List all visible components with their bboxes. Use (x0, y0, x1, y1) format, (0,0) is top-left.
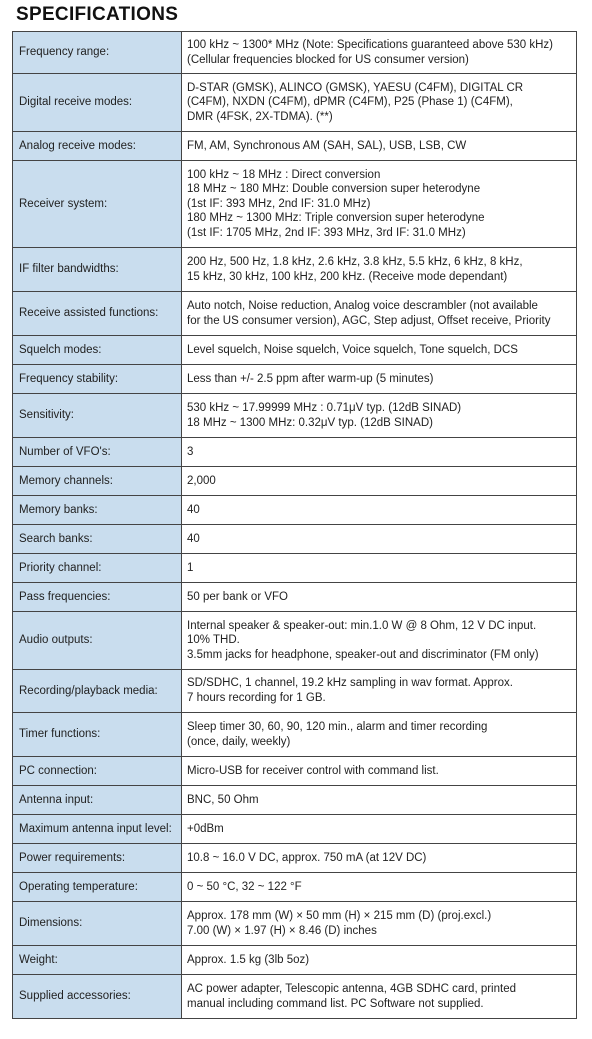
spec-value-line: 1 (187, 561, 194, 574)
spec-row (13, 467, 577, 496)
spec-row (13, 248, 577, 292)
spec-row (13, 946, 577, 975)
spec-label: Priority channel: (13, 554, 182, 583)
spec-value-line: Approx. 1.5 kg (3lb 5oz) (187, 953, 310, 966)
spec-label: Frequency range: (13, 32, 182, 74)
spec-label: Search banks: (13, 525, 182, 554)
spec-row (13, 844, 577, 873)
spec-row (13, 713, 577, 757)
spec-value-line: 200 Hz, 500 Hz, 1.8 kHz, 2.6 kHz, 3.8 kHz, 5.5 kHz, 6 kHz, 8 kHz, (187, 255, 523, 268)
spec-value-line: 10% THD. (187, 634, 240, 647)
spec-value (182, 612, 577, 670)
spec-row (13, 336, 577, 365)
spec-label: Pass frequencies: (13, 583, 182, 612)
spec-value (182, 438, 577, 467)
spec-value (182, 365, 577, 394)
spec-value-line: 40 (187, 503, 200, 516)
spec-value (182, 248, 577, 292)
spec-row (13, 132, 577, 161)
spec-label: Receiver system: (13, 161, 182, 248)
spec-value-line: 530 kHz ~ 17.99999 MHz : 0.71μV typ. (12dB SINAD) (187, 401, 462, 414)
spec-row (13, 292, 577, 336)
spec-value (182, 292, 577, 336)
spec-row (13, 757, 577, 786)
spec-value-line: 0 ~ 50 °C, 32 ~ 122 °F (187, 880, 302, 893)
spec-value-line: Sleep timer 30, 60, 90, 120 min., alarm and timer recording (187, 720, 488, 733)
spec-value (182, 525, 577, 554)
spec-value-line: AC power adapter, Telescopic antenna, 4GB SDHC card, printed (187, 982, 516, 995)
specifications-table (12, 31, 577, 1019)
spec-value-line: (1st IF: 393 MHz, 2nd IF: 31.0 MHz) (187, 197, 371, 210)
spec-label: Supplied accessories: (13, 975, 182, 1019)
spec-value (182, 946, 577, 975)
spec-value (182, 132, 577, 161)
spec-row (13, 32, 577, 74)
spec-value (182, 161, 577, 248)
spec-row (13, 902, 577, 946)
spec-value-line: 18 MHz ~ 180 MHz: Double conversion super heterodyne (187, 183, 481, 196)
spec-label: Antenna input: (13, 786, 182, 815)
spec-value-line: Micro-USB for receiver control with command list. (187, 764, 439, 777)
spec-value (182, 74, 577, 132)
spec-value (182, 975, 577, 1019)
spec-row (13, 438, 577, 467)
spec-value-line: 40 (187, 532, 200, 545)
spec-value-line: 7 hours recording for 1 GB. (187, 692, 326, 704)
spec-label: Memory banks: (13, 496, 182, 525)
spec-value-line: Less than +/- 2.5 ppm after warm-up (5 minutes) (187, 372, 434, 385)
spec-row (13, 786, 577, 815)
page-title: SPECIFICATIONS (16, 4, 179, 25)
spec-value-line: 2,000 (187, 474, 216, 487)
spec-value-line: 18 MHz ~ 1300 MHz: 0.32μV typ. (12dB SINAD) (187, 416, 433, 429)
spec-value-line: Approx. 178 mm (W) × 50 mm (H) × 215 mm (D) (proj.excl.) (187, 909, 492, 922)
spec-value (182, 873, 577, 902)
spec-value-line: 180 MHz ~ 1300 MHz: Triple conversion super heterodyne (187, 212, 485, 225)
spec-label: Weight: (13, 946, 182, 975)
spec-value-line: for the US consumer version), AGC, Step adjust, Offset receive, Priority (187, 314, 551, 327)
spec-value-line: 100 kHz ~ 18 MHz : Direct conversion (187, 168, 381, 181)
spec-row (13, 612, 577, 670)
spec-value-line: Auto notch, Noise reduction, Analog voice descrambler (not available (187, 299, 538, 312)
spec-value-line: (C4FM), NXDN (C4FM), dPMR (C4FM), P25 (Phase 1) (C4FM), (187, 96, 513, 109)
spec-label: Analog receive modes: (13, 132, 182, 161)
spec-value (182, 786, 577, 815)
spec-row (13, 74, 577, 132)
spec-value-line: (once, daily, weekly) (187, 735, 291, 748)
spec-row (13, 161, 577, 248)
spec-value-line: 100 kHz ~ 1300* MHz (Note: Specifications guaranteed above 530 kHz) (187, 38, 553, 51)
spec-row (13, 873, 577, 902)
spec-value-line: 10.8 ~ 16.0 V DC, approx. 750 mA (at 12V DC) (187, 851, 427, 864)
spec-row (13, 394, 577, 438)
spec-row (13, 583, 577, 612)
spec-label: PC connection: (13, 757, 182, 786)
spec-value-line: BNC, 50 Ohm (187, 793, 259, 806)
spec-label: Power requirements: (13, 844, 182, 873)
spec-label: Squelch modes: (13, 336, 182, 365)
spec-row (13, 496, 577, 525)
spec-label: Digital receive modes: (13, 74, 182, 132)
spec-label: Dimensions: (13, 902, 182, 946)
spec-value (182, 336, 577, 365)
spec-value-line: Level squelch, Noise squelch, Voice squelch, Tone squelch, DCS (187, 343, 518, 356)
spec-label: Receive assisted functions: (13, 292, 182, 336)
spec-value-line: FM, AM, Synchronous AM (SAH, SAL), USB, LSB, CW (187, 139, 467, 152)
spec-label: Recording/playback media: (13, 670, 182, 713)
spec-label: IF filter bandwidths: (13, 248, 182, 292)
spec-value-line: DMR (4FSK, 2X-TDMA). (**) (187, 110, 333, 123)
spec-value-line: manual including command list. PC Software not supplied. (187, 997, 484, 1010)
spec-value (182, 713, 577, 757)
spec-value-line: 50 per bank or VFO (187, 590, 288, 603)
spec-value (182, 467, 577, 496)
spec-label: Frequency stability: (13, 365, 182, 394)
spec-value (182, 757, 577, 786)
spec-row (13, 554, 577, 583)
spec-label: Audio outputs: (13, 612, 182, 670)
spec-value-line: +0dBm (187, 822, 224, 835)
spec-label: Memory channels: (13, 467, 182, 496)
spec-value (182, 554, 577, 583)
spec-value-line: (Cellular frequencies blocked for US consumer version) (187, 53, 469, 66)
spec-value (182, 902, 577, 946)
spec-value-line: 3.5mm jacks for headphone, speaker-out and discriminator (FM only) (187, 648, 539, 661)
spec-row (13, 525, 577, 554)
spec-value-line: 7.00 (W) × 1.97 (H) × 8.46 (D) inches (187, 924, 377, 937)
spec-label: Sensitivity: (13, 394, 182, 438)
spec-label: Operating temperature: (13, 873, 182, 902)
spec-value (182, 815, 577, 844)
spec-value-line: D-STAR (GMSK), ALINCO (GMSK), YAESU (C4FM), DIGITAL CR (187, 81, 524, 94)
spec-label: Maximum antenna input level: (13, 815, 182, 844)
spec-value-line: 3 (187, 445, 194, 458)
spec-row (13, 670, 577, 713)
spec-row (13, 815, 577, 844)
spec-value (182, 394, 577, 438)
spec-row (13, 975, 577, 1019)
spec-value-line: SD/SDHC, 1 channel, 19.2 kHz sampling in wav format. Approx. (187, 677, 513, 690)
spec-label: Timer functions: (13, 713, 182, 757)
spec-value-line: 15 kHz, 30 kHz, 100 kHz, 200 kHz. (Receive mode dependant) (187, 270, 508, 283)
spec-value-line: Internal speaker & speaker-out: min.1.0 W @ 8 Ohm, 12 V DC input. (187, 619, 537, 632)
spec-value (182, 496, 577, 525)
spec-value (182, 670, 577, 713)
spec-value-line: (1st IF: 1705 MHz, 2nd IF: 393 MHz, 3rd IF: 31.0 MHz) (187, 226, 466, 239)
spec-row (13, 365, 577, 394)
spec-value (182, 844, 577, 873)
spec-value (182, 32, 577, 74)
spec-label: Number of VFO's: (13, 438, 182, 467)
spec-value (182, 583, 577, 612)
